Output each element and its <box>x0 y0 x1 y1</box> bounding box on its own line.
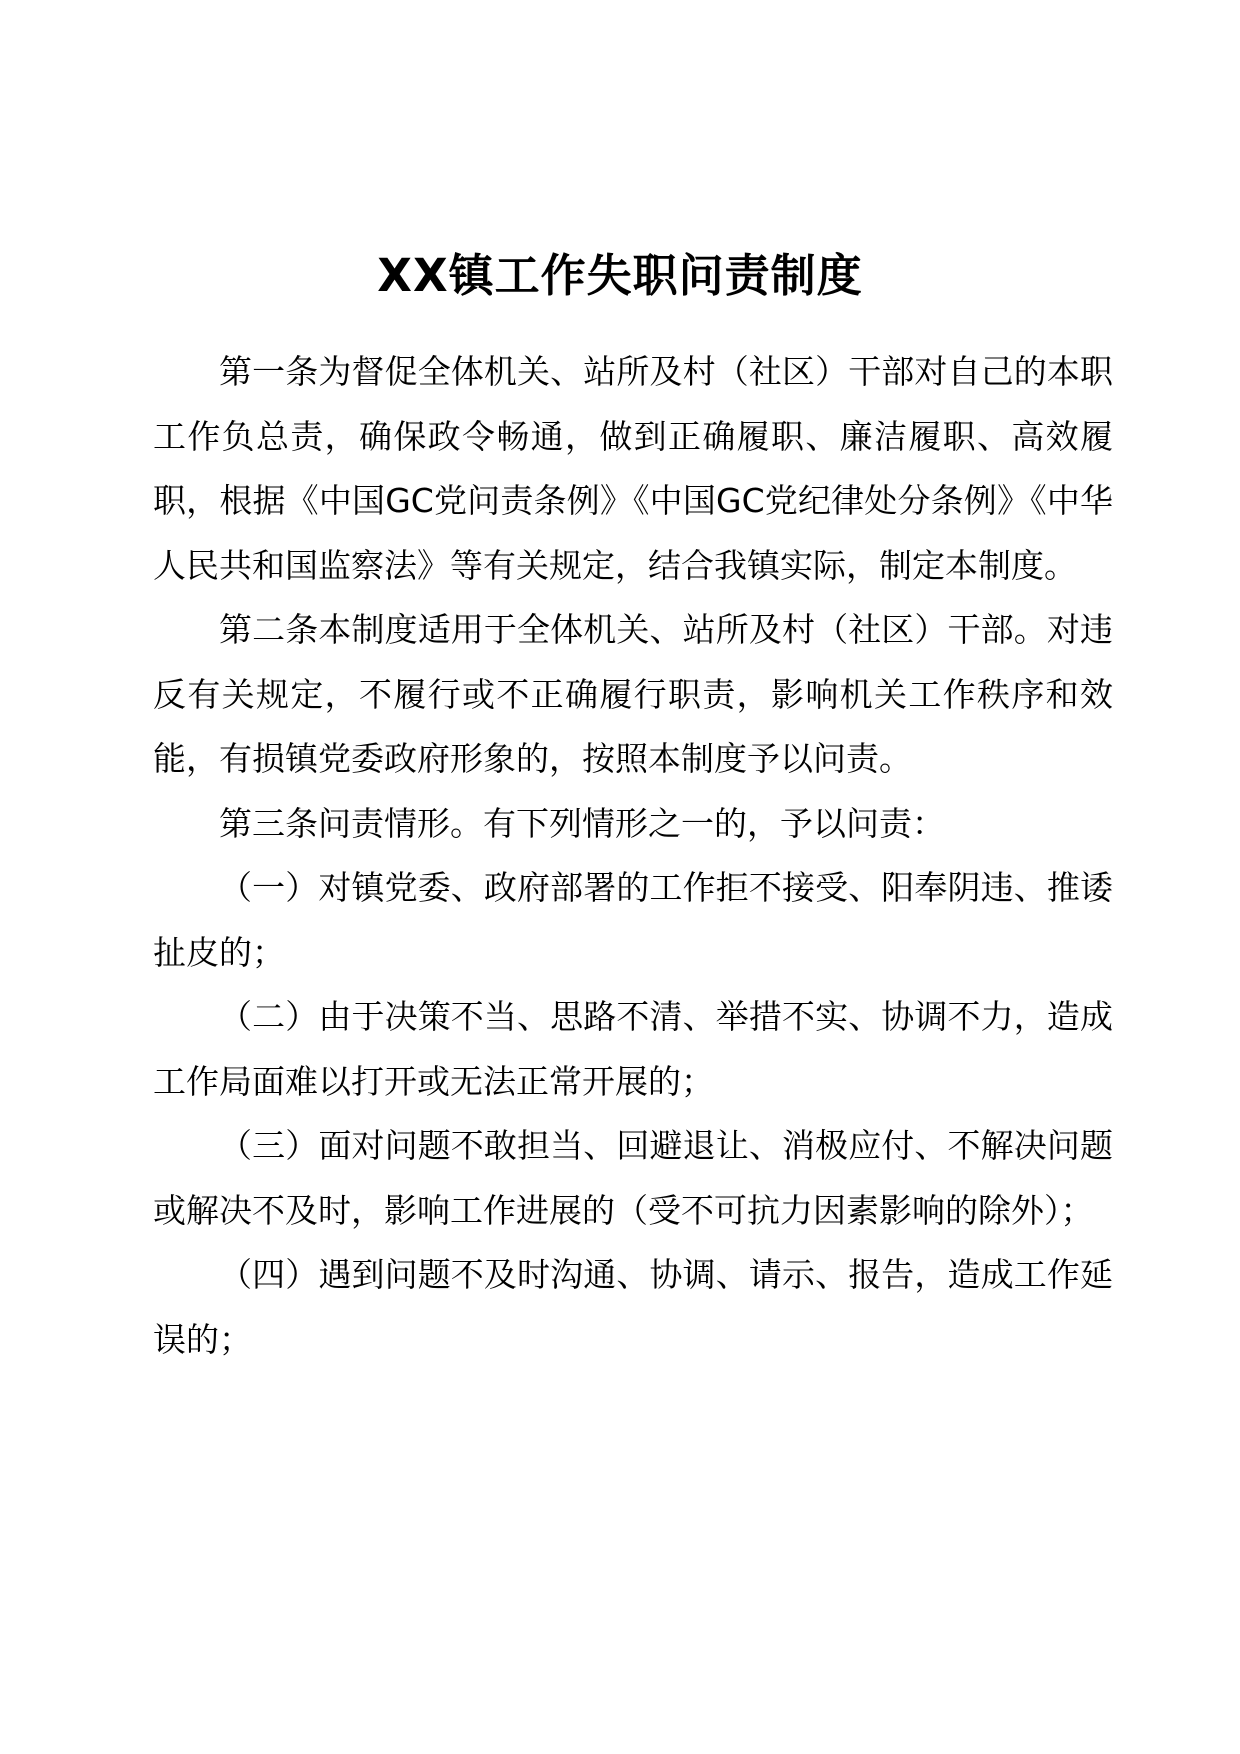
article-3-item-2: （二）由于决策不当、思路不清、举措不实、协调不力，造成工作局面难以打开或无法正常开展的； <box>153 997 1113 1101</box>
article-3-item-3: （三）面对问题不敢担当、回避退让、消极应付、不解决问题或解决不及时，影响工作进展的（受不可抗力因素影响的除外）； <box>153 1126 1113 1230</box>
article-2-paragraph: 第二条本制度适用于全体机关、站所及村（社区）干部。对违反有关规定，不履行或不正确履行职责，影响机关工作秩序和效能，有损镇党委政府形象的，按照本制度予以问责。 <box>153 610 1113 778</box>
document-body <box>153 340 1113 1372</box>
article-3-item-4: （四）遇到问题不及时沟通、协调、请示、报告，造成工作延误的； <box>153 1255 1113 1359</box>
document-title: XX镇工作失职问责制度 <box>377 249 863 302</box>
article-3-paragraph: 第三条问责情形。有下列情形之一的，予以问责： <box>219 803 945 843</box>
article-1-paragraph: 第一条为督促全体机关、站所及村（社区）干部对自己的本职工作负总责，确保政令畅通，做到正确履职、廉洁履职、高效履职，根据《中国GC党问责条例》《中国GC党纪律处分条例》《中华人民共和国监察法》等有关规定，结合我镇实际，制定本制度。 <box>153 352 1113 585</box>
article-3-item-1: （一）对镇党委、政府部署的工作拒不接受、阳奉阴违、推诿扯皮的； <box>153 868 1113 972</box>
